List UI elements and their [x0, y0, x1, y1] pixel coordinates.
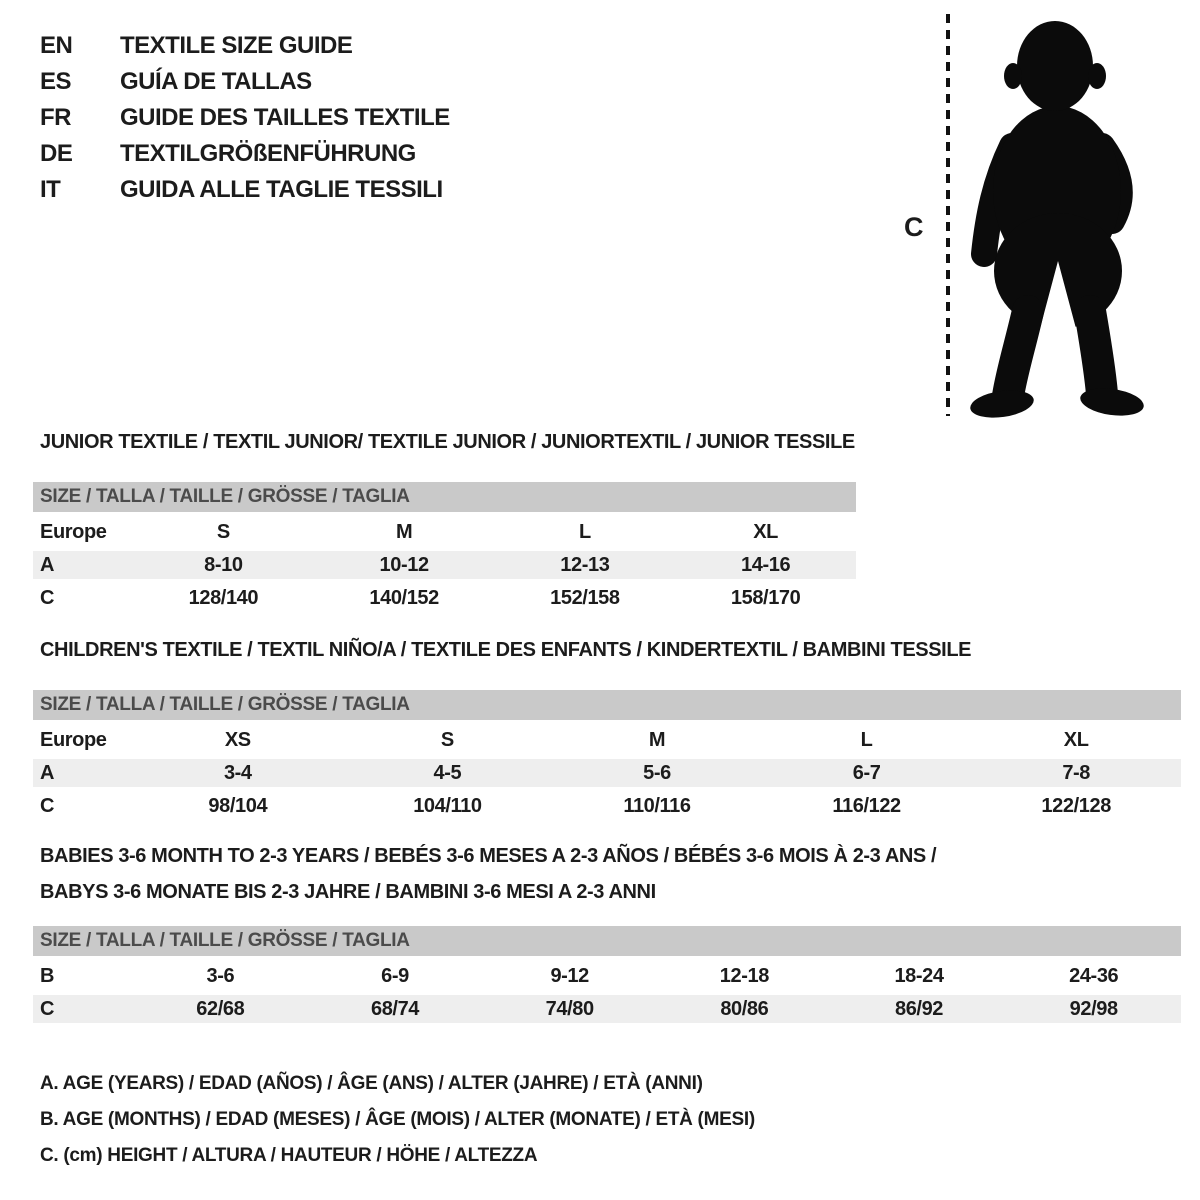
section-heading: CHILDREN'S TEXTILE / TEXTIL NIÑO/A / TEXTILE DES ENFANTS / KINDERTEXTIL / BAMBINI TESSILE	[40, 639, 972, 661]
table-row-age	[33, 759, 1181, 787]
size-cell: XL	[1063, 728, 1089, 751]
row-label: Europe	[40, 520, 107, 543]
language-title: GUÍA DE TALLAS	[120, 68, 312, 95]
height-cell: 98/104	[208, 794, 268, 817]
months-cell: 12-18	[719, 964, 769, 987]
height-cell: 104/110	[413, 794, 482, 817]
size-cell: XL	[753, 520, 778, 543]
language-code: EN	[40, 32, 73, 59]
section-heading-line1: BABIES 3-6 MONTH TO 2-3 YEARS / BEBÉS 3-6 MESES A 2-3 AÑOS / BÉBÉS 3-6 MOIS À 2-3 ANS /	[40, 845, 937, 867]
height-cell: 122/128	[1041, 794, 1111, 817]
size-cell: XS	[224, 728, 251, 751]
table-row-age	[33, 551, 856, 579]
size-header-bar: SIZE / TALLA / TAILLE / GRÖSSE / TAGLIA	[33, 690, 1181, 720]
section-childrens-textile	[33, 638, 1181, 822]
row-label: C	[40, 794, 55, 817]
language-title: TEXTILE SIZE GUIDE	[120, 32, 353, 59]
measure-c-label: C	[904, 212, 923, 242]
row-label: B	[40, 964, 55, 987]
size-cell: M	[648, 728, 666, 751]
row-label: A	[40, 761, 55, 784]
height-cell: 152/158	[550, 586, 620, 609]
months-cell: 3-6	[206, 964, 235, 987]
table-row-height	[33, 995, 1181, 1023]
age-cell: 4-5	[433, 761, 462, 784]
age-cell: 3-4	[223, 761, 252, 784]
height-cell: 158/170	[730, 586, 801, 609]
height-cell: 86/92	[894, 997, 944, 1020]
row-label: Europe	[40, 728, 107, 751]
legend-height-cm: C. (cm) HEIGHT / ALTURA / HAUTEUR / HÖHE / ALTEZZA	[40, 1145, 538, 1166]
height-measure-figure	[0, 0, 1200, 430]
table-row-height	[33, 792, 1181, 820]
language-code: IT	[40, 176, 61, 203]
height-cell: 128/140	[188, 586, 259, 609]
measurement-legend	[40, 1066, 755, 1174]
baby-silhouette-icon	[960, 16, 1160, 418]
age-cell: 6-7	[852, 761, 881, 784]
size-cell: L	[860, 728, 873, 751]
legend-age-years: A. AGE (YEARS) / EDAD (AÑOS) / ÂGE (ANS) / ALTER (JAHRE) / ETÀ (ANNI)	[40, 1073, 703, 1094]
months-cell: 6-9	[381, 964, 409, 987]
age-cell: 14-16	[741, 553, 791, 576]
age-cell: 12-13	[560, 553, 610, 576]
size-cell: S	[216, 520, 230, 543]
months-cell: 24-36	[1069, 964, 1119, 987]
height-cell: 140/152	[369, 586, 439, 609]
table-row-height	[33, 584, 856, 612]
section-babies-textile	[33, 844, 1181, 1028]
age-cell: 8-10	[204, 553, 243, 576]
age-cell: 7-8	[1062, 761, 1091, 784]
months-cell: 9-12	[550, 964, 589, 987]
row-label: C	[40, 997, 55, 1020]
language-code: ES	[40, 68, 72, 95]
dashed-measure-line	[946, 14, 950, 416]
legend-age-months: B. AGE (MONTHS) / EDAD (MESES) / ÂGE (MOIS) / ALTER (MONATE) / ETÀ (MESI)	[40, 1109, 755, 1130]
months-cell: 18-24	[894, 964, 944, 987]
table-row-europe	[33, 518, 856, 546]
height-cell: 92/98	[1069, 997, 1118, 1020]
table-row-months	[33, 962, 1181, 990]
table-row-europe	[33, 726, 1181, 754]
size-cell: L	[578, 520, 591, 543]
height-cell: 116/122	[832, 794, 901, 817]
language-code: DE	[40, 140, 73, 167]
height-cell: 110/116	[623, 794, 691, 817]
language-title: GUIDE DES TAILLES TEXTILE	[120, 104, 450, 131]
size-cell: M	[395, 520, 413, 543]
language-title: GUIDA ALLE TAGLIE TESSILI	[120, 176, 443, 203]
size-header-bar: SIZE / TALLA / TAILLE / GRÖSSE / TAGLIA	[33, 926, 1181, 956]
height-cell: 62/68	[196, 997, 245, 1020]
size-cell: S	[440, 728, 454, 751]
language-code: FR	[40, 104, 71, 131]
height-cell: 74/80	[545, 997, 594, 1020]
age-cell: 10-12	[379, 553, 429, 576]
section-junior-textile	[33, 430, 856, 614]
section-heading-line2: BABYS 3-6 MONATE BIS 2-3 JAHRE / BAMBINI 3-6 MESI A 2-3 ANNI	[40, 881, 656, 903]
language-title: TEXTILGRÖßENFÜHRUNG	[120, 140, 416, 167]
height-cell: 68/74	[370, 997, 420, 1020]
row-label: A	[40, 553, 55, 576]
height-cell: 80/86	[720, 997, 769, 1020]
section-heading: JUNIOR TEXTILE / TEXTIL JUNIOR/ TEXTILE JUNIOR / JUNIORTEXTIL / JUNIOR TESSILE	[40, 431, 855, 453]
age-cell: 5-6	[643, 761, 671, 784]
size-header-bar: SIZE / TALLA / TAILLE / GRÖSSE / TAGLIA	[33, 482, 856, 512]
row-label: C	[40, 586, 55, 609]
